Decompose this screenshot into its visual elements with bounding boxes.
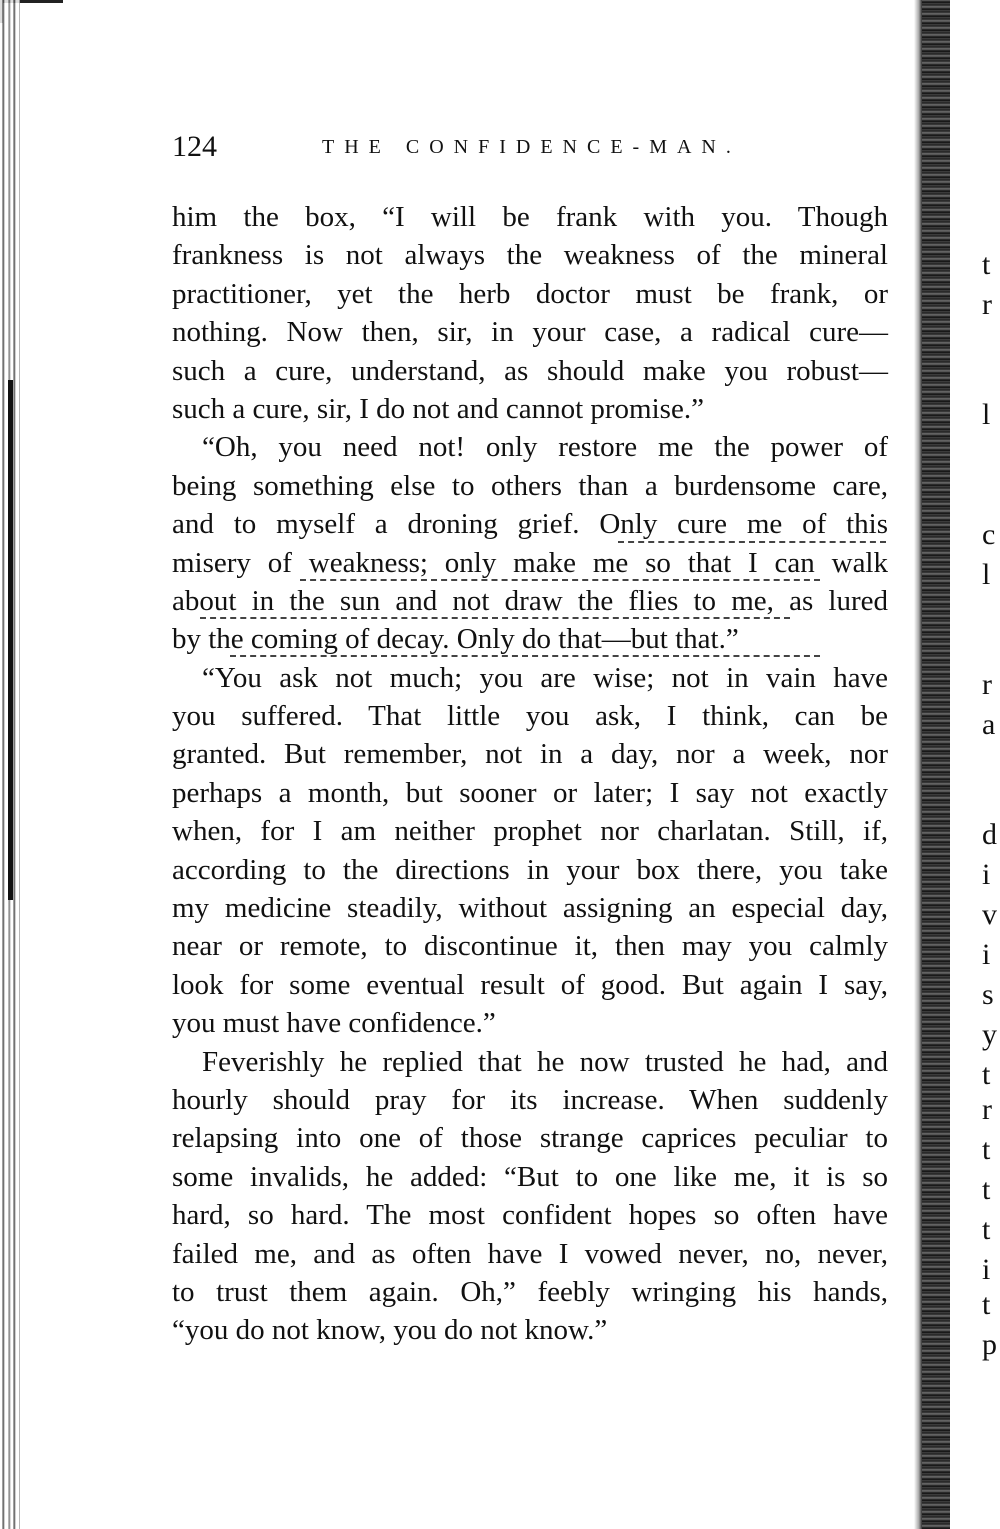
text-line: some invalids, he added: “But to one like me, it is so [172,1160,888,1193]
text-line: according to the directions in your box there, you take [172,853,888,886]
left-page-edge-shadow [8,380,13,900]
facing-page-letter: r [982,288,992,321]
facing-page-letter: t [982,1173,991,1206]
text-line: practitioner, yet the herb doctor must be frank, or [172,277,888,310]
text-line: failed me, and as often have I vowed never, no, never, [172,1237,888,1270]
text-line: when, for I am neither prophet nor charlatan. Still, if, [172,815,888,848]
text-line: and to myself a droning grief. Only cure me of this [172,508,888,541]
text-line: “You ask not much; you are wise; not in vain have [202,661,888,694]
text-line: such a cure, understand, as should make you robust— [172,354,888,387]
running-title: THE CONFIDENCE-MAN. [322,136,741,158]
page-header [172,130,892,170]
text-line: about in the sun and not draw the flies to me, as lured [172,584,888,617]
facing-page-letter: i [982,858,991,891]
facing-page-letter: r [982,1093,992,1126]
text-line: look for some eventual result of good. But again I say, [172,968,888,1001]
facing-page-letter: s [982,978,994,1011]
text-line: nothing. Now then, sir, in your case, a radical cure— [172,316,888,349]
facing-page-letter: i [982,1253,991,1286]
text-line: to trust them again. Oh,” feebly wringing his hands, [172,1275,888,1308]
text-line: being something else to others than a burdensome care, [172,469,888,502]
facing-page-letter: p [982,1328,997,1361]
pencil-underline-mark [300,579,820,581]
text-line: you must have confidence.” [172,1007,496,1040]
text-line: granted. But remember, not in a day, nor a week, nor [172,738,888,771]
facing-page-letter: l [982,558,991,591]
text-line: my medicine steadily, without assigning an especial day, [172,892,888,925]
facing-page-letter: d [982,818,997,851]
text-line: frankness is not always the weakness of the mineral [172,239,888,272]
facing-page-letter: a [982,708,996,741]
text-line: hourly should pray for its increase. When suddenly [172,1083,888,1116]
facing-page-letter: i [982,938,991,971]
facing-page-letter: v [982,898,997,931]
text-line: perhaps a month, but sooner or later; I say not exactly [172,776,888,809]
facing-page-letter: t [982,1213,991,1246]
facing-page-letter: t [982,1133,991,1166]
text-line: you suffered. That little you ask, I think, can be [172,700,888,733]
text-line: “you do not know, you do not know.” [172,1314,608,1347]
book-gutter [922,0,950,1529]
facing-page-edge [950,0,1000,1529]
text-line: misery of weakness; only make me so that I can walk [172,546,888,579]
facing-page-letter: c [982,518,996,551]
text-line: hard, so hard. The most confident hopes so often have [172,1199,888,1232]
text-line: such a cure, sir, I do not and cannot promise.” [172,392,704,425]
pencil-underline-mark [200,617,790,619]
page-number: 124 [172,130,217,163]
pencil-underline-mark [618,541,886,543]
binding-shadow [914,0,922,1529]
facing-page-letter: t [982,1288,991,1321]
text-line: Feverishly he replied that he now trusted he had, and [202,1045,888,1078]
facing-page-letter: t [982,248,991,281]
body-text [172,198,888,1350]
facing-page-letter: r [982,668,992,701]
facing-page-letter: y [982,1018,997,1051]
text-line: by the coming of decay. Only do that—but that.” [172,623,739,656]
text-line: near or remote, to discontinue it, then may you calmly [172,930,888,963]
pencil-underline-mark [230,655,820,657]
text-line: “Oh, you need not! only restore me the power of [202,431,888,464]
facing-page-letter: t [982,1058,991,1091]
text-line: relapsing into one of those strange caprices peculiar to [172,1122,888,1155]
text-line: him the box, “I will be frank with you. Though [172,201,888,233]
facing-page-letter: l [982,398,991,431]
